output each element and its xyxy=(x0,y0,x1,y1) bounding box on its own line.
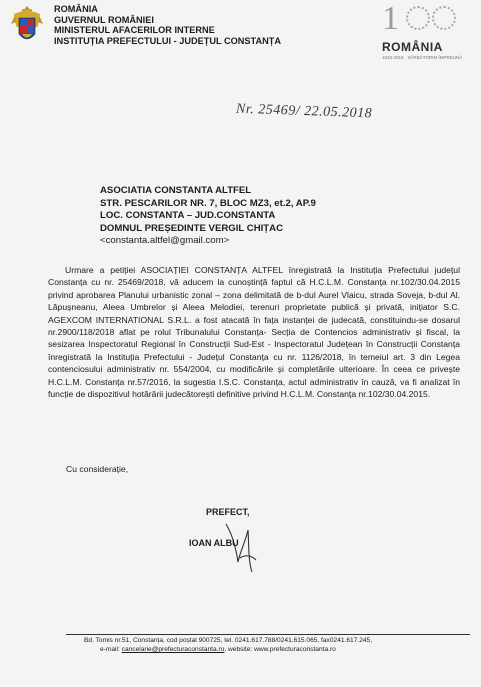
signatory-title: PREFECT, xyxy=(206,507,250,517)
centenary-logo xyxy=(372,0,472,68)
coat-of-arms-icon xyxy=(10,4,44,48)
centenary-ring-icon xyxy=(432,6,456,30)
footer-website-link[interactable]: www.prefecturaconstanta.ro xyxy=(254,646,336,653)
centenary-word: ROMÂNIA xyxy=(382,40,443,54)
registration-number: Nr. 25469/ 22.05.2018 xyxy=(235,101,373,122)
footer-online xyxy=(84,645,481,654)
footer-email-link[interactable]: cancelarie@prefecturaconstanta.ro xyxy=(121,646,225,653)
centenary-number: 1 xyxy=(382,0,401,37)
header-institution: INSTITUȚIA PREFECTULUI - JUDEȚUL CONSTANȚA xyxy=(54,35,281,46)
footer-divider xyxy=(66,634,470,635)
body-paragraph: Urmare a petiției ASOCIAȚIEI CONSTANȚA ALTFEL înregistrată la Instituția Prefectului județul Constanța cu nr. 25469/2018, vă aducem la cunoștință faptul că H.C.L.M. Constanța nr.102/30.04.2015 privind aprobarea Planului urbanistic zonal – zona delimitată de b-dul Aurel Vlaicu, strada Soveja, b-dul Al. Lăpușneanu, Aleea Umbrelor și Aleea Melodiei, terenuri proprietate publică și privată, inițiator S.C. AGEXCOM INTERNATIONAL S.R.L. a fost atacată în fața instanței de judecată, constituindu-se dosarul nr.2900/118/2018 aflat pe rolul Tribunalului Constanța- Secția de Contencios administrativ și fiscal, la sesizarea Inspectoratul Regional în Construcții Sud-Est - Inspectoratul Județean în Construcții Constanța înregistrată la Instituția Prefectului - Județul Constanța cu nr. 1126/2018, în temeiul art. 3 din Legea contenciosului administrativ nr. 554/2004, cu modificările și completările ulterioare. În ceea ce privește H.C.L.M. Constanța nr.57/2016, la sugestia I.S.C. Constanța, actul administrativ în cauză, va fi analizat în funcție de dispozitivul hotărârii judecătorești definitive privind H.C.L.M. Constanța nr.102/30.04.2015. xyxy=(48,265,460,400)
signatory-name: IOAN ALBU xyxy=(189,538,239,548)
footer-contact xyxy=(84,636,481,654)
header-government: GUVERNUL ROMÂNIEI xyxy=(54,14,154,25)
institution-header xyxy=(54,4,281,46)
recipient-locality: LOC. CONSTANTA – JUD.CONSTANTA xyxy=(100,210,276,222)
handwritten-signature xyxy=(218,514,266,584)
header-ministry: MINISTERUL AFACERILOR INTERNE xyxy=(54,25,215,36)
centenary-ring-icon xyxy=(406,6,430,30)
closing-formula: Cu considerație, xyxy=(66,464,129,474)
recipient-email: <constanta.altfel@gmail.com> xyxy=(100,235,230,247)
centenary-subtitle: 1918-2018 · SĂRBĂTORIM ÎMPREUNĂ xyxy=(382,55,463,60)
recipient-name: ASOCIATIA CONSTANTA ALTFEL xyxy=(100,185,252,196)
recipient-street: STR. PESCARILOR NR. 7, BLOC MZ3, et.2, AP.9 xyxy=(100,197,316,209)
recipient-address xyxy=(100,185,316,248)
footer-website-label: , website: xyxy=(224,646,253,653)
letter-body xyxy=(48,264,460,400)
footer-email-label: e-mail: xyxy=(100,646,120,653)
header-country: ROMÂNIA xyxy=(54,4,98,14)
footer-address: Bd. Tomis nr.51, Constanța, cod poștal 900725, tel. 0241.617.788/0241.615.065, fax0241.617.245, xyxy=(84,637,373,644)
recipient-president: DOMNUL PREȘEDINTE VERGIL CHIȚAC xyxy=(100,222,284,234)
